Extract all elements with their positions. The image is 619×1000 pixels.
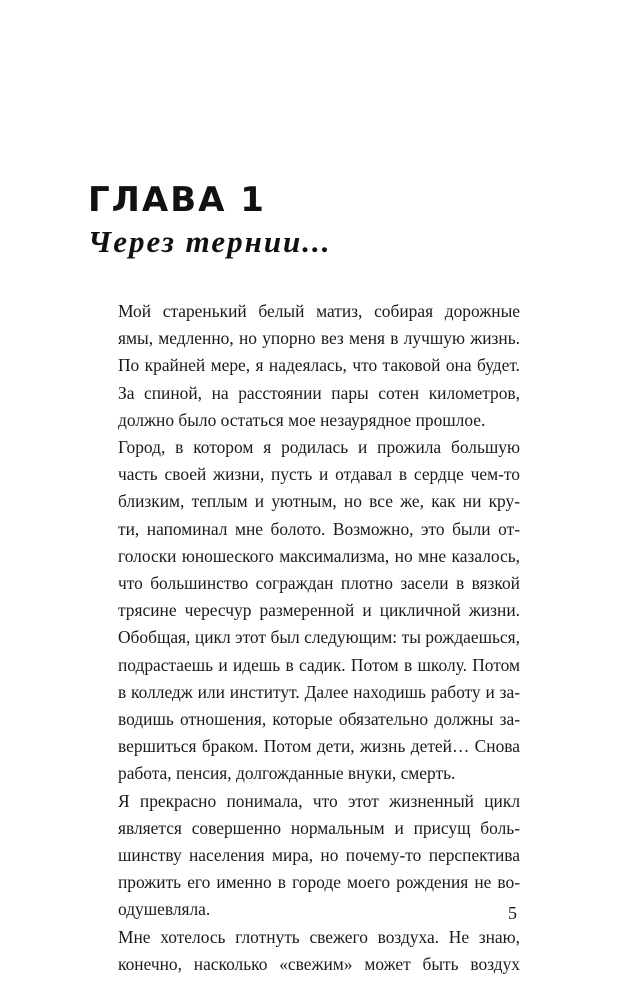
text-line: одушевляла. xyxy=(118,899,211,920)
text-line: прожить его именно в городе моего рождения не во- xyxy=(118,872,520,893)
text-line: По крайней мере, я надеялась, что таковой она будет. xyxy=(118,355,520,376)
text-line: Город, в котором я родилась и прожила большую xyxy=(118,437,520,458)
text-line: ти, напоминал мне болото. Возможно, это были от- xyxy=(118,518,520,539)
text-line: За спиной, на расстоянии пары сотен километров, xyxy=(118,382,520,403)
paragraph-4 xyxy=(88,924,520,978)
chapter-subtitle: Через тернии... xyxy=(88,224,332,259)
text-line: трясине чересчур размеренной и цикличной жизни. xyxy=(118,600,520,621)
paragraph-3 xyxy=(88,788,520,924)
text-line: вершиться браком. Потом дети, жизнь детей… Снова xyxy=(118,736,520,757)
page-number: 5 xyxy=(508,903,517,923)
text-line: ямы, медленно, но упорно вез меня в лучшую жизнь. xyxy=(118,328,520,349)
text-line: часть своей жизни, пусть и отдавал в сердце чем-то xyxy=(118,464,520,485)
paragraph-1 xyxy=(88,298,520,434)
text-line: Я прекрасно понимала, что этот жизненный цикл xyxy=(118,790,520,811)
paragraph-2 xyxy=(88,434,520,788)
text-line: близким, теплым и уютным, но все же, как ни кру- xyxy=(118,491,520,512)
text-line: подрастаешь и идешь в садик. Потом в школу. Потом xyxy=(118,654,520,675)
text-line: что большинство сограждан плотно засели в вязкой xyxy=(118,573,520,594)
text-line: должно было остаться мое незаурядное прошлое. xyxy=(118,409,486,430)
text-line: Мой старенький белый матиз, собирая дорожные xyxy=(118,301,520,321)
text-line: работа, пенсия, долгожданные внуки, смерть. xyxy=(118,763,456,784)
chapter-heading: ГЛАВА 1 xyxy=(88,180,266,220)
text-line: Мне хотелось глотнуть свежего воздуха. Не знаю, xyxy=(118,926,520,947)
text-line: является совершенно нормальным и присущ боль- xyxy=(118,817,520,838)
text-line: конечно, насколько «свежим» может быть воздух xyxy=(118,953,520,974)
text-line: в колледж или институт. Далее находишь работу и за- xyxy=(118,681,520,702)
text-line: шинству населения мира, но почему-то перспектива xyxy=(118,845,520,866)
text-line: Обобщая, цикл этот был следующим: ты рождаешься, xyxy=(118,627,520,648)
body-text xyxy=(88,298,520,978)
text-line: голоски юношеского максимализма, но мне казалось, xyxy=(118,545,520,566)
text-line: водишь отношения, которые обязательно должны за- xyxy=(118,709,520,730)
